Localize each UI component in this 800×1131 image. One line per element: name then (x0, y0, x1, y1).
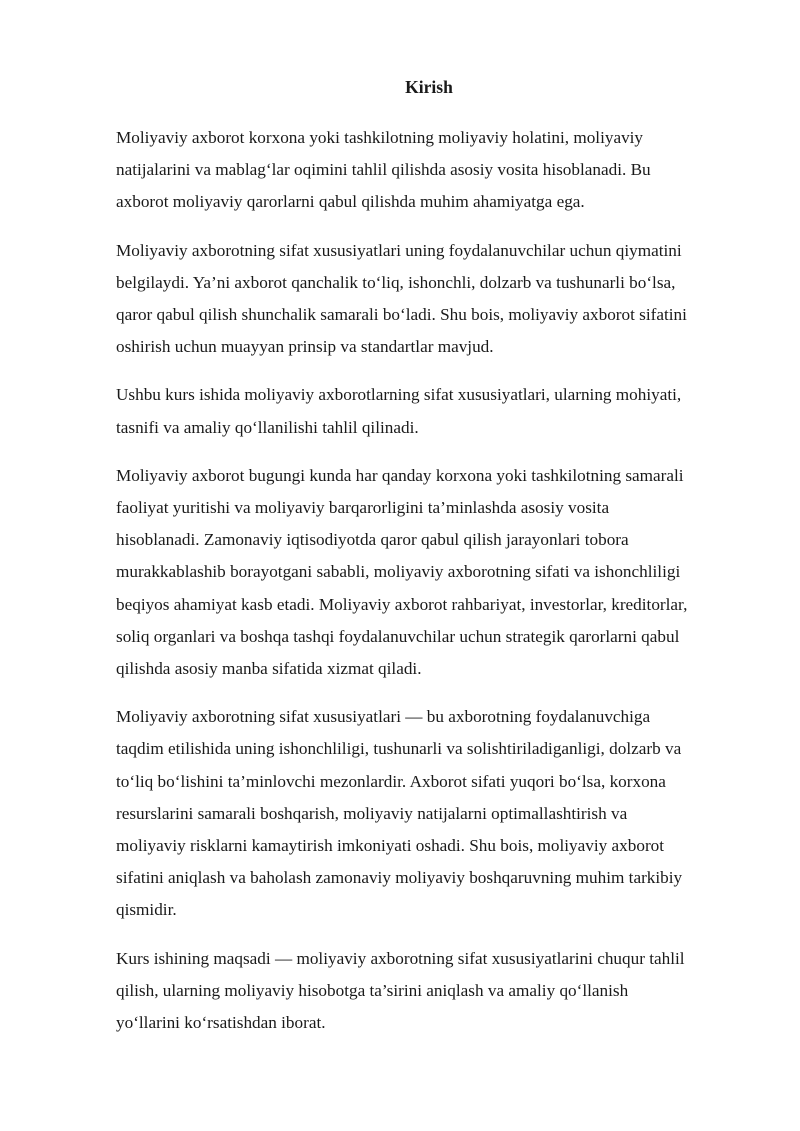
text-line: oshirish uchun muayyan prinsip va standartlar mavjud. (116, 337, 494, 357)
text-line: Moliyaviy axborotning sifat xususiyatlari — bu axborotning foydalanuvchiga (116, 707, 651, 727)
text-line: sifatini aniqlash va baholash zamonaviy moliyaviy boshqaruvning muhim tarkibiy (116, 868, 683, 888)
text-line: qilish, ularning moliyaviy hisobotga ta’sirini aniqlash va amaliy qo‘llanish (116, 980, 629, 1000)
paragraph-2 (116, 235, 742, 364)
document-body (116, 122, 742, 1055)
text-line: tasnifi va amaliy qo‘llanilishi tahlil qilinadi. (116, 417, 419, 437)
text-line: yo‘llarini ko‘rsatishdan iborat. (116, 1013, 326, 1033)
paragraph-6 (116, 943, 742, 1040)
text-line: soliq organlari va boshqa tashqi foydalanuvchilar uchun strategik qarorlarni qabul (116, 626, 680, 646)
text-line: beqiyos ahamiyat kasb etadi. Moliyaviy axborot rahbariyat, investorlar, kreditorlar, (116, 594, 688, 614)
text-line: qilishda asosiy manba sifatida xizmat qiladi. (116, 659, 422, 679)
text-line: Moliyaviy axborot korxona yoki tashkilotning moliyaviy holatini, moliyaviy (116, 128, 644, 147)
text-line: Moliyaviy axborot bugungi kunda har qanday korxona yoki tashkilotning samarali (116, 465, 684, 485)
text-line: to‘liq bo‘lishini ta’minlovchi mezonlardir. Axborot sifati yuqori bo‘lsa, korxona (116, 771, 666, 791)
text-line: qismidir. (116, 900, 177, 920)
text-line: hisoblanadi. Zamonaviy iqtisodiyotda qaror qabul qilish jarayonlari tobora (116, 530, 629, 550)
paragraph-4 (116, 460, 742, 685)
paragraph-5 (116, 701, 742, 926)
text-line: belgilaydi. Ya’ni axborot qanchalik to‘liq, ishonchli, dolzarb va tushunarli bo‘lsa, (116, 272, 676, 292)
text-line: Moliyaviy axborotning sifat xususiyatlari uning foydalanuvchilar uchun qiymatini (116, 240, 682, 260)
text-line: natijalarini va mablag‘lar oqimini tahlil qilishda asosiy vosita hisoblanadi. Bu (116, 160, 651, 180)
text-line: Ushbu kurs ishida moliyaviy axborotlarning sifat xususiyatlari, ularning mohiyati, (116, 385, 682, 405)
text-line: taqdim etilishida uning ishonchliligi, tushunarli va solishtiriladiganligi, dolzarb va (116, 739, 682, 759)
page-title: Kirish (405, 77, 453, 97)
paragraph-1 (116, 122, 742, 219)
paragraph-3 (116, 379, 742, 443)
text-line: murakkablashib borayotgani sababli, moliyaviy axborotning sifati va ishonchliligi (116, 562, 681, 582)
text-line: qaror qabul qilish shunchalik samarali bo‘ladi. Shu bois, moliyaviy axborot sifatini (116, 305, 687, 325)
text-line: moliyaviy risklarni kamaytirish imkoniyati oshadi. Shu bois, moliyaviy axborot (116, 836, 665, 856)
text-line: Kurs ishining maqsadi — moliyaviy axborotning sifat xususiyatlarini chuqur tahlil (116, 948, 685, 968)
text-line: faoliyat yuritishi va moliyaviy barqarorligini ta’minlashda asosiy vosita (116, 498, 610, 518)
text-line: resurslarini samarali boshqarish, moliyaviy natijalarni optimallashtirish va (116, 803, 628, 823)
text-line: axborot moliyaviy qarorlarni qabul qilishda muhim ahamiyatga ega. (116, 192, 585, 212)
